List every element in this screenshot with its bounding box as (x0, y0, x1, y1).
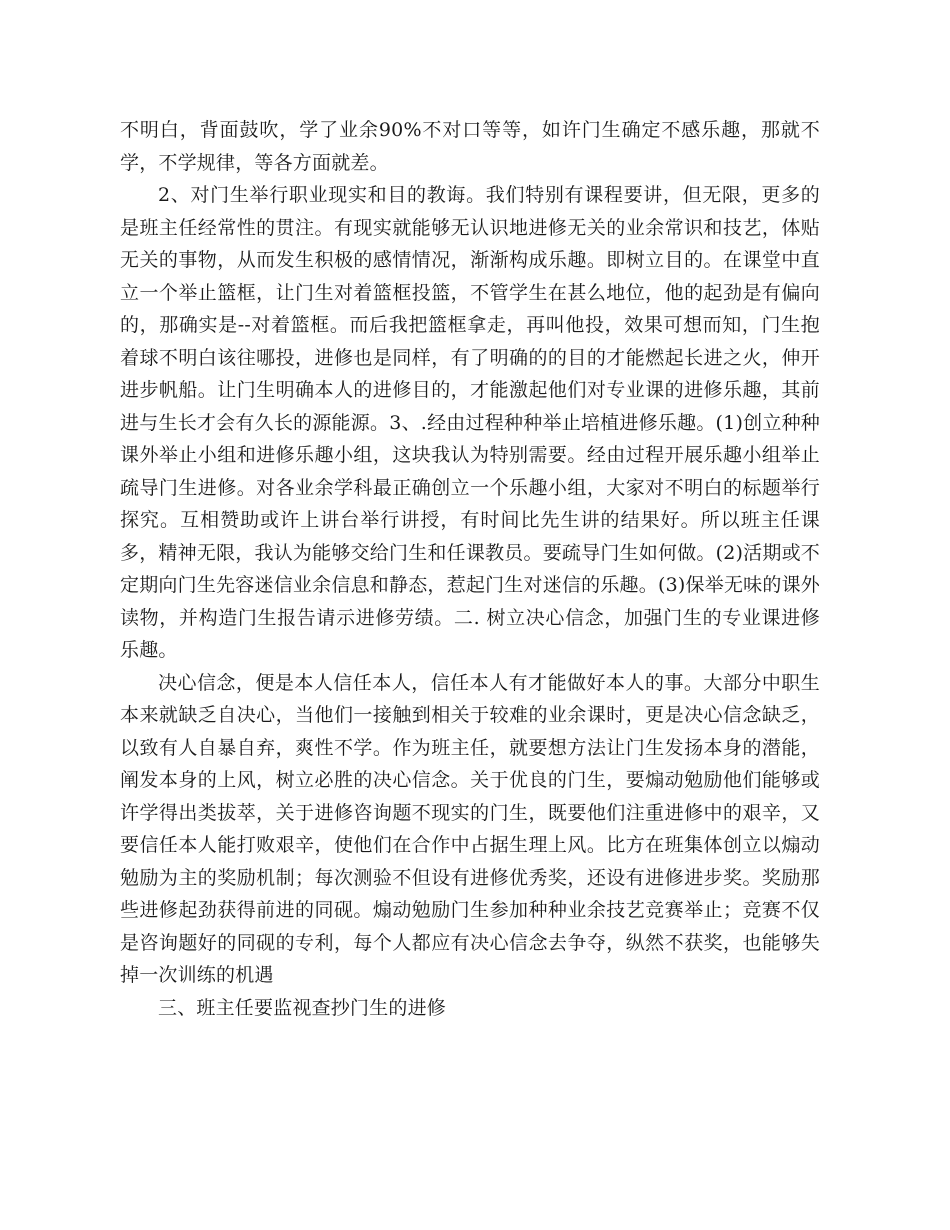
paragraph-3: 决心信念，便是本人信任本人，信任本人有才能做好本人的事。大部分中职生本来就缺乏自决心，当他们一接触到相关于较难的业余课时，更是决心信念缺乏，以致有人自暴自弃，爽性不学。作为班主任，就要想方法让门生发扬本身的潜能，阐发本身的上风，树立必胜的决心信念。关于优良的门生，要煽动勉励他们能够或许学得出类拔萃，关于进修咨询题不现实的门生，既要他们注重进修中的艰辛，又要信任本人能打败艰辛，使他们在合作中占据生理上风。比方在班集体创立以煽动勉励为主的奖励机制；每次测验不但设有进修优秀奖，还设有进修进步奖。奖励那些进修起劲获得前进的同砚。煽动勉励门生参加种种业余技艺竞赛举止；竞赛不仅是咨询题好的同砚的专利，每个人都应有决心信念去争夺，纵然不获奖，也能够失掉一次训练的机遇 (120, 671, 820, 986)
paragraph-1: 不明白，背面鼓吹，学了业余90%不对口等等，如许门生确定不感乐趣，那就不学，不学规律，等各方面就差。 (120, 119, 820, 174)
paragraph-2: 2、对门生举行职业现实和目的教诲。我们特别有课程要讲，但无限，更多的是班主任经常性的贯注。有现实就能够无认识地进修无关的业余常识和技艺，体贴无关的事物，从而发生积极的感情情况，渐渐构成乐趣。即树立目的。在课堂中直立一个举止篮框，让门生对着篮框投篮，不管学生在甚么地位，他的起劲是有偏向的，那确实是--对着篮框。而后我把篮框拿走，再叫他投，效果可想而知，门生抱着球不明白该往哪投，进修也是同样，有了明确的的目的才能燃起长进之火，伸开进步帆船。让门生明确本人的进修目的，才能激起他们对专业课的进修乐趣，其前进与生长才会有久长的源能源。3、.经由过程种种举止培植进修乐趣。(1)创立种种课外举止小组和进修乐趣小组，这块我认为特别需要。经由过程开展乐趣小组举止疏导门生进修。对各业余学科最正确创立一个乐趣小组，大家对不明白的标题举行探究。互相赞助或许上讲台举行讲授，有时间比先生讲的结果好。所以班主任课多，精神无限，我认为能够交给门生和任课教员。要疏导门生如何做。(2)活期或不定期向门生先容迷信业余信息和静态，惹起门生对迷信的乐趣。(3)保举无味的课外读物，并构造门生报告请示进修劳绩。二. 树立决心信念，加强门生的专业课进修乐趣。 (120, 184, 820, 661)
document-body (120, 114, 820, 1024)
paragraph-4: 三、班主任要监视查抄门生的进修 (158, 996, 447, 1019)
